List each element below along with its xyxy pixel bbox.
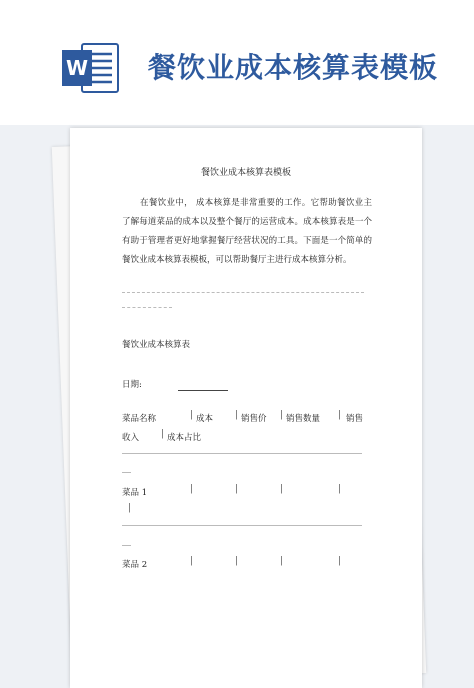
- header-cost-ratio: 成本占比: [167, 433, 202, 443]
- header-banner: [0, 0, 474, 125]
- column-divider: |: [280, 556, 284, 566]
- date-field[interactable]: [178, 390, 228, 391]
- header-cost: 成本: [196, 414, 214, 424]
- table-rule: [122, 453, 362, 454]
- column-divider: |: [338, 410, 342, 420]
- column-divider: |: [280, 484, 284, 494]
- document-title: 餐饮业成本核算表模板: [200, 168, 291, 178]
- date-label: 日期:: [122, 380, 142, 390]
- column-divider: |: [190, 556, 194, 566]
- section-title: 餐饮业成本核算表: [122, 340, 191, 350]
- header-price: 销售价: [241, 414, 267, 424]
- column-divider: |: [338, 556, 342, 566]
- column-divider: |: [128, 503, 132, 513]
- column-divider: |: [338, 484, 342, 494]
- row-dash: __: [122, 463, 131, 473]
- svg-text:W: W: [65, 56, 89, 80]
- column-divider: |: [190, 484, 194, 494]
- table-row-name: 菜品 2: [122, 560, 148, 570]
- header-revenue-part2: 收入: [122, 433, 140, 443]
- separator: [122, 292, 364, 293]
- word-document-icon: [60, 40, 120, 96]
- column-divider: |: [280, 410, 284, 420]
- column-divider: |: [190, 410, 194, 420]
- header-dish-name: 菜品名称: [122, 414, 157, 424]
- header-revenue-part1: 销售: [346, 414, 364, 424]
- intro-paragraph: 在餐饮业中， 成本核算是非常重要的工作。它帮助餐饮业主了解每道菜品的成本以及整个餐厅的运营成本。成本核算表是一个有助于管理者更好地掌握餐厅经营状况的工具。下面是一个简单的餐饮业成本核算表模板，可以帮助餐厅主进行成本核算分析。: [122, 198, 372, 265]
- header-quantity: 销售数量: [286, 414, 321, 424]
- table-row-name: 菜品 1: [122, 488, 148, 498]
- column-divider: |: [235, 410, 239, 420]
- document-page: [70, 128, 422, 688]
- column-divider: |: [235, 484, 239, 494]
- banner-title: 餐饮业成本核算表模板: [148, 51, 439, 84]
- row-dash: __: [122, 536, 131, 546]
- separator: [122, 307, 172, 308]
- column-divider: |: [235, 556, 239, 566]
- column-divider: |: [161, 429, 165, 439]
- table-rule: [122, 525, 362, 526]
